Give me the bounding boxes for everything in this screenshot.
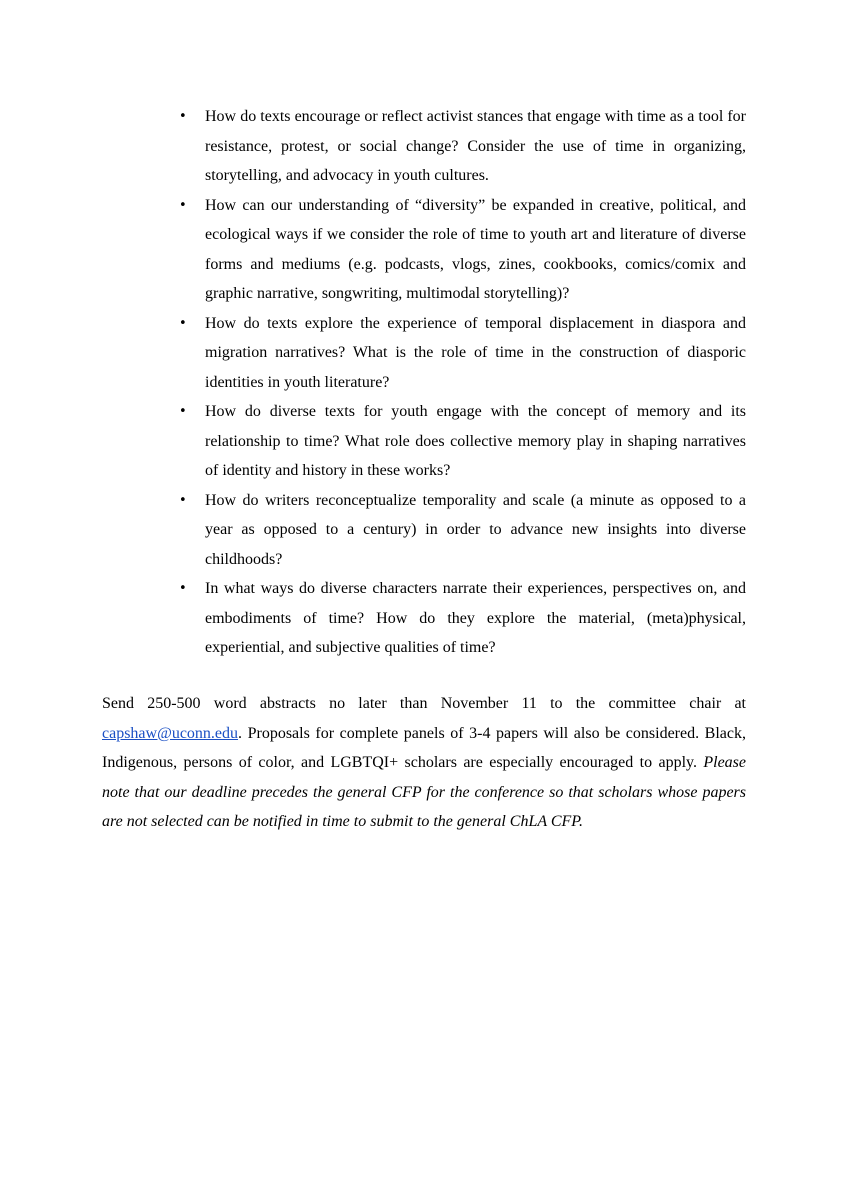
list-item-text: How do texts encourage or reflect activist stances that engage with time as a tool for resistance, protest, or social change? Consider the use of time in organizing, storytelling, and advocacy in youth cultures. — [205, 108, 746, 184]
submission-intro-text: Send 250-500 word abstracts no later than November 11 to the committee chair at — [102, 695, 746, 712]
list-item — [179, 191, 746, 309]
bullet-icon: • — [179, 197, 187, 213]
bullet-icon: • — [179, 404, 187, 419]
list-item-text: In what ways do diverse characters narrate their experiences, perspectives on, and embodiments of time? How do they explore the material, (meta)physical, experiential, and subjective qualities of time? — [205, 580, 746, 656]
list-item — [179, 102, 746, 191]
list-item-text: How do diverse texts for youth engage with the concept of memory and its relationship to time? What role does collective memory play in shaping narratives of identity and history in these works? — [205, 403, 746, 479]
bullet-icon: • — [179, 315, 187, 331]
list-item — [179, 397, 746, 486]
question-list — [179, 102, 746, 663]
email-link[interactable]: capshaw@uconn.edu — [102, 724, 239, 742]
list-item-text: How do texts explore the experience of temporal displacement in diaspora and migration narratives? What is the role of time in the construction of diasporic identities in youth literature? — [205, 314, 746, 391]
list-item — [179, 574, 746, 663]
bullet-icon: • — [179, 109, 187, 124]
list-item-text: How do writers reconceptualize temporality and scale (a minute as opposed to a year as opposed to a century) in order to advance new insights into diverse childhoods? — [205, 491, 746, 568]
deadline-note: Please note that our deadline precedes the general CFP for the conference so that scholars whose papers are not selected can be notified in time to submit to the general ChLA CFP. — [102, 754, 746, 830]
list-item-text: How can our understanding of “diversity” be expanded in creative, political, and ecological ways if we consider the role of time to youth art and literature of diverse forms and mediums (e.g. podcasts, vlogs, zines, cookbooks, comics/comix and graphic narrative, songwriting, multimodal storytelling)? — [205, 196, 746, 302]
submission-details-text: . Proposals for complete panels of 3-4 papers will also be considered. Black, Indigenous, persons of color, and LGBTQI+ scholars are especially encouraged to apply. — [102, 724, 746, 771]
list-item — [179, 486, 746, 575]
list-item — [179, 309, 746, 398]
bullet-icon: • — [179, 581, 187, 596]
bullet-icon: • — [179, 492, 187, 508]
submission-paragraph — [102, 689, 746, 837]
